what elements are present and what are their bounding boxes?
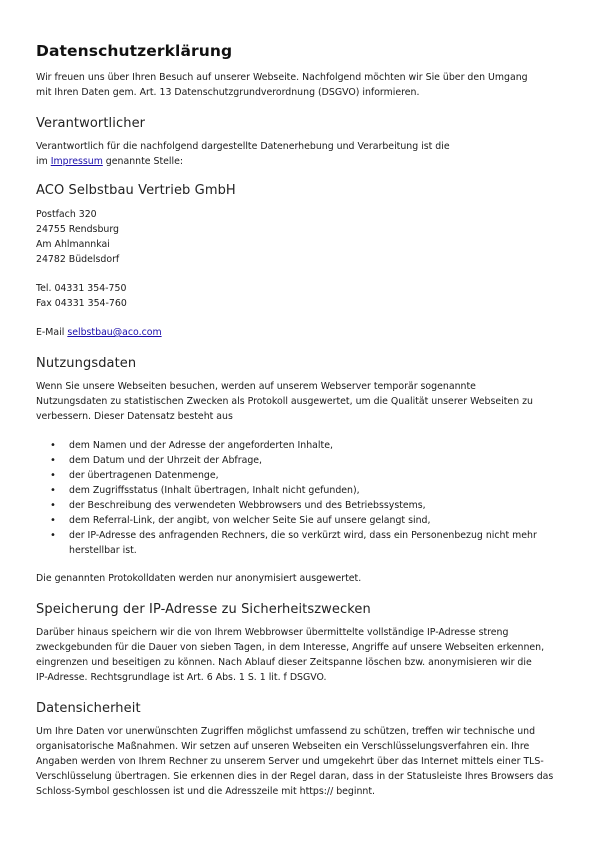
section-heading-responsible: Verantwortlicher [36,116,146,131]
email-link[interactable]: selbstbau@aco.com [67,327,162,338]
company-address: Postfach 320 24755 Rendsburg Am Ahlmannkai 24782 Büdelsdorf [36,209,120,265]
section-heading-security: Datensicherheit [36,701,141,716]
ip-paragraph: Darüber hinaus speichern wir die von Ihrem Webbrowser übermittelte vollständige IP-Adresse streng zweckgebunden für die Dauer von sieben Tagen, in dem Interesse, Angriffe auf unsere Webseiten erkennen, eingrenzen und beseitigen zu können. Nach Ablauf dieser Zeitspanne löschen bzw. anonymisieren wir die IP-Adresse. Rechtsgrundlage ist Art. 6 Abs. 1 S. 1 lit. f DSGVO. [36,627,545,683]
list-item: • dem Namen und der Adresse der angeforderten Inhalte, [36,438,561,453]
fax-text: Fax 04331 354-760 [36,298,127,309]
list-item: • der übertragenen Datenmenge, [36,468,561,483]
impressum-link[interactable]: Impressum [50,156,103,167]
list-item: • der Beschreibung des verwendeten Webbrowsers und des Betriebssystems, [36,498,561,513]
list-item: • dem Datum und der Uhrzeit der Abfrage, [36,453,561,468]
list-item: • dem Zugriffsstatus (Inhalt übertragen, Inhalt nicht gefunden), [36,483,561,498]
company-email: E-Mail selbstbau@aco.com [36,327,162,338]
usage-paragraph: Wenn Sie unsere Webseiten besuchen, werden auf unserem Webserver temporär sogenannte Nutzungsdaten zu statistischen Zwecken als Protokoll ausgewertet, um die Qualität unserer Webseiten zu verbessern. Dieser Datensatz besteht aus [36,381,533,422]
company-phone [36,281,561,311]
tel-text: Tel. 04331 354-750 [36,283,127,294]
security-paragraph: Um Ihre Daten vor unerwünschten Zugriffen möglichst umfassend zu schützen, treffen wir technische und organisatorische Maßnahmen. Wir setzen auf unseren Webseiten ein Verschlüsselungsverfahren ein. Ihre Angaben werden von Ihrem Rechner zu unserem Server und umgekehrt über das Internet mittels einer TLS- Verschlüsselung übertragen. Sie erkennen dies in der Regel daran, dass in der Statusleiste Ihres Browsers das Schloss-Symbol geschlossen ist und die Adresszeile mit https:// beginnt. [36,726,554,797]
usage-data-list [36,438,561,558]
responsible-paragraph: Verantwortlich für die nachfolgend dargestellte Datenerhebung und Verarbeitung ist die im Impressum genannte Stelle: [36,141,450,167]
company-name: ACO Selbstbau Vertrieb GmbH [36,183,236,198]
section-heading-usage: Nutzungsdaten [36,356,137,371]
page-title: Datenschutzerklärung [36,42,233,60]
section-heading-ip: Speicherung der IP-Adresse zu Sicherheitszwecken [36,602,371,617]
list-item: • der IP-Adresse des anfragenden Rechners, die so verkürzt wird, dass ein Personenbezug nicht mehr herstellbar ist. [36,528,561,558]
list-item: • dem Referral-Link, der angibt, von welcher Seite Sie auf unsere gelangt sind, [36,513,561,528]
intro-paragraph: Wir freuen uns über Ihren Besuch auf unserer Webseite. Nachfolgend möchten wir Sie über den Umgang mit Ihren Daten gem. Art. 13 Datenschutzgrundverordnung (DSGVO) informieren. [36,72,528,98]
usage-closing: Die genannten Protokolldaten werden nur anonymisiert ausgewertet. [36,573,362,584]
